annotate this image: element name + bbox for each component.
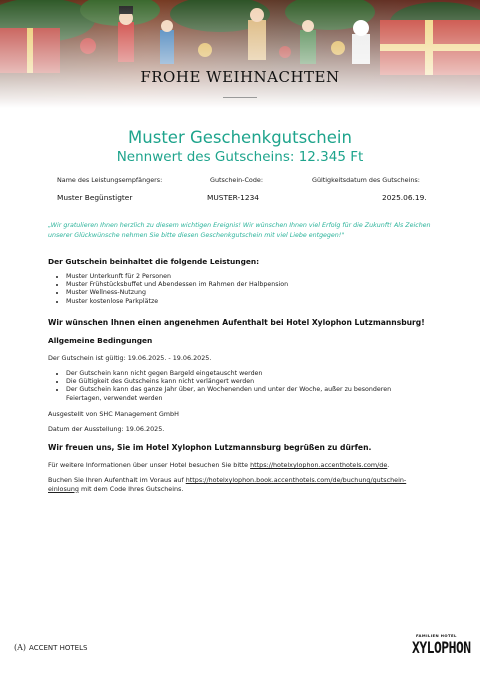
code-label: Gutschein-Code: <box>210 176 263 184</box>
list-item: • Muster Frühstücksbuffet und Abendessen im Rahmen der Halbpension <box>66 281 446 289</box>
more-info <box>48 461 432 469</box>
more-info-text: Für weitere Informationen über unser Hotel besuchen Sie bitte <box>48 461 251 469</box>
list-item: • Die Gültigkeit des Gutscheins kann nicht verlängert werden <box>66 378 426 386</box>
stay-wish: Wir wünschen Ihnen einen angenehmen Aufenthalt bei Hotel Xylophon Lutzmannsburg! <box>48 318 425 327</box>
recipient-label: Name des Leistungsempfängers: <box>57 176 163 184</box>
recipient-value: Muster Begünstigter <box>57 193 133 202</box>
accent-hotels-name: ACCENT HOTELS <box>29 644 88 652</box>
booking-link[interactable]: https://hotelxylophon.book.accenthotels.com/de/buchung/gutschein-einlosung <box>48 476 407 493</box>
congratulation-text: „Wir gratulieren Ihnen herzlich zu diesem wichtigen Ereignis! Wir wünschen Ihnen viel Erfolg für die Zukunft! Als Zeichen unserer Glückwünsche nehmen Sie bitte diesen Geschenkgutschein mit viel Liebe entgegen!" <box>48 222 431 239</box>
services-list <box>48 273 446 306</box>
validity-label: Gültigkeitsdatum des Gutscheins: <box>312 176 420 184</box>
xylophon-subtitle: FAMILIEN HOTEL <box>416 633 457 638</box>
list-item: • Der Gutschein kann nicht gegen Bargeld eingetauscht werden <box>66 370 426 378</box>
code-value: MUSTER-1234 <box>207 193 259 202</box>
valid-period: Der Gutschein ist gültig: 19.06.2025. - 19.06.2025. <box>48 354 212 362</box>
booking-suffix: mit dem Code Ihres Gutscheins. <box>78 484 184 493</box>
xylophon-logo: XYLOPHON <box>412 640 471 658</box>
banner-title: FROHE WEIHNACHTEN <box>140 68 340 86</box>
list-item: • Muster kostenlose Parkplätze <box>66 298 446 306</box>
christmas-banner-image <box>0 0 480 108</box>
services-heading: Der Gutschein beinhaltet die folgende Leistungen: <box>48 257 260 266</box>
terms-list <box>48 370 426 403</box>
voucher-title: Muster Geschenkgutschein <box>128 128 352 147</box>
more-info-suffix: . <box>387 461 390 469</box>
voucher-value: Nennwert des Gutscheins: 12.345 Ft <box>116 149 364 165</box>
list-item: • Muster Wellness-Nutzung <box>66 289 446 297</box>
issue-date: Datum der Ausstellung: 19.06.2025. <box>48 425 165 433</box>
list-item: • Muster Unterkunft für 2 Personen <box>66 273 446 281</box>
list-item: • Der Gutschein kann das ganze Jahr über, an Wochenenden und unter der Woche, außer zu besonderen Feiertagen, verwendet werden <box>66 386 426 402</box>
welcome-text: Wir freuen uns, Sie im Hotel Xylophon Lutzmannsburg begrüßen zu dürfen. <box>48 443 372 452</box>
booking-info <box>48 476 432 493</box>
accent-hotels-logo <box>14 643 87 652</box>
validity-value: 2025.06.19. <box>382 193 427 202</box>
title-divider <box>223 97 257 98</box>
terms-heading: Allgemeine Bedingungen <box>48 336 153 345</box>
hotel-website-link[interactable]: https://hotelxylophon.accenthotels.com/de <box>250 461 388 469</box>
booking-text: Buchen Sie Ihren Aufenthalt im Voraus auf <box>48 476 186 484</box>
issued-by: Ausgestellt von SHC Management GmbH <box>48 410 179 418</box>
accent-mark-icon: (A) <box>14 643 27 652</box>
